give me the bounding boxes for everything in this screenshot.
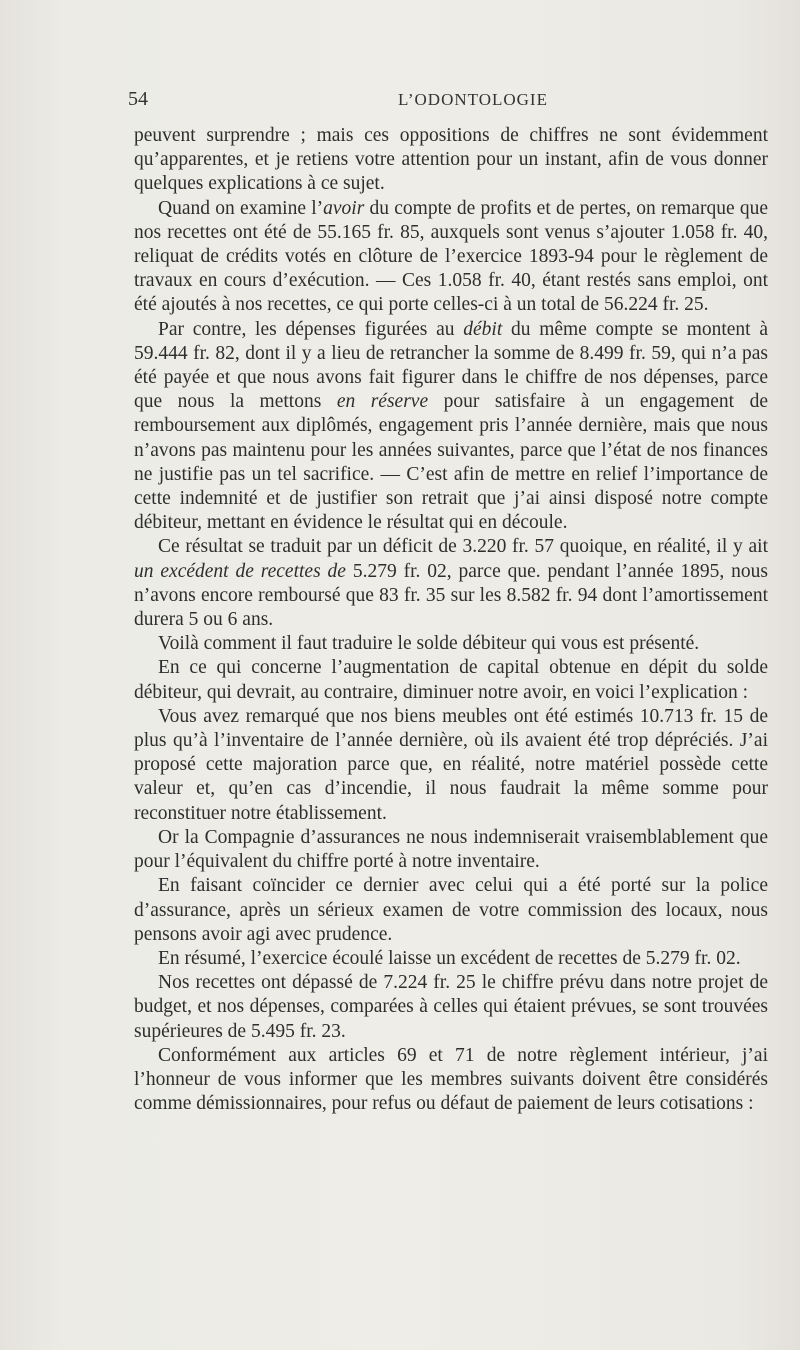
paragraph	[134, 535, 768, 632]
text-run: 5.279 fr. 02, parce que. pendant l’année 1895, nous n’avons encore remboursé que 83 fr. 35 sur les 8.582 fr. 94 dont l’amortissement durera 5 ou 6 ans.	[134, 560, 768, 631]
text-run: Voilà comment il faut traduire le solde débiteur qui vous est présenté.	[158, 633, 700, 655]
paragraph	[134, 705, 768, 826]
italic-term: un excédent de recettes de	[134, 560, 346, 582]
italic-term: avoir	[323, 197, 365, 219]
text-run: Vous avez remarqué que nos biens meubles ont été estimés 10.713 fr. 15 de plus qu’à l’inventaire de l’année dernière, où ils avaient été trop dépréciés. J’ai proposé cette majoration parce que, en réalité, notre matériel possède cette valeur et, qu’en cas d’incendie, il nous faudrait la même somme pour reconstituer notre établissement.	[134, 705, 768, 824]
paragraph	[134, 656, 768, 704]
text-run: En résumé, l’exercice écoulé laisse un excédent de recettes de 5.279 fr. 02.	[158, 947, 741, 969]
text-run: En faisant coïncider ce dernier avec celui qui a été porté sur la police d’assurance, après un sérieux examen de votre commission des locaux, nous pensons avoir agi avec prudence.	[134, 875, 768, 945]
paragraph	[134, 124, 768, 197]
paragraph	[134, 947, 768, 971]
italic-term: en réserve	[336, 391, 429, 413]
paragraph	[134, 874, 768, 947]
text-run: Conformément aux articles 69 et 71 de notre règlement intérieur, j’ai l’honneur de vous informer que les membres suivants doivent être considérés comme démissionnaires, pour refus ou défaut de paiement de leurs cotisations :	[134, 1044, 768, 1115]
text-run: pour satisfaire à un engagement de remboursement aux diplômés, engagement pris l’année dernière, mais que nous n’avons pas maintenu pour les années suivantes, parce que l’état de nos finances ne justifie pas un tel sacrifice. — C’est afin de mettre en relief l’importance de cette indemnité et de justifier son retrait que j’ai ainsi disposé notre compte débiteur, mettant en évidence le résultat qui en découle.	[134, 391, 768, 534]
paragraph	[134, 971, 768, 1044]
text-run: du même compte se montent à 59.444 fr. 82, dont il y a lieu de retrancher la somme de 8.499 fr. 59, qui n’a pas été payée et que nous avons fait figurer dans le chiffre de nos dépenses, parce que nous la mettons	[134, 318, 768, 413]
paragraph	[134, 318, 768, 536]
body-text	[134, 124, 768, 1116]
paragraph	[134, 826, 768, 874]
text-run: En ce qui concerne l’augmentation de capital obtenue en dépit du solde débiteur, qui devrait, au contraire, diminuer notre avoir, en voici l’explication :	[134, 657, 768, 703]
text-run: peuvent surprendre ; mais ces oppositions de chiffres ne sont évidemment qu’apparentes, et je retiens votre attention pour un instant, afin de vous donner quelques explications à ce sujet.	[134, 125, 768, 195]
italic-term: débit	[463, 318, 503, 340]
paragraph	[134, 197, 768, 318]
text-run: du compte de profits et de pertes, on remarque que nos recettes ont été de 55.165 fr. 85, auxquels sont venus s’ajouter 1.058 fr. 40, reliquat de crédits votés en clôture de l’exercice 1893-94 pour le règlement de travaux en cours d’exécution. — Ces 1.058 fr. 40, étant restés sans emploi, ont été ajoutés à nos recettes, ce qui porte celles-ci à un total de 56.224 fr. 25.	[134, 197, 768, 316]
running-head	[128, 88, 778, 114]
text-run: Ce résultat se traduit par un déficit de 3.220 fr. 57 quoique, en réalité, il y ait	[158, 536, 768, 558]
page-number: 54	[128, 88, 148, 110]
text-run: Quand on examine l’	[158, 197, 324, 219]
text-run: Or la Compagnie d’assurances ne nous indemniserait vraisemblablement que pour l’équivalent du chiffre porté à notre inventaire.	[134, 826, 768, 873]
text-run: Par contre, les dépenses figurées au	[158, 318, 464, 340]
paragraph	[134, 1044, 768, 1117]
paragraph	[134, 632, 768, 656]
text-run: Nos recettes ont dépassé de 7.224 fr. 25 le chiffre prévu dans notre projet de budget, et nos dépenses, comparées à celles qui étaient prévues, se sont trouvées supérieures de 5.495 fr. 23.	[134, 972, 768, 1042]
journal-title: L’ODONTOLOGIE	[398, 90, 548, 109]
